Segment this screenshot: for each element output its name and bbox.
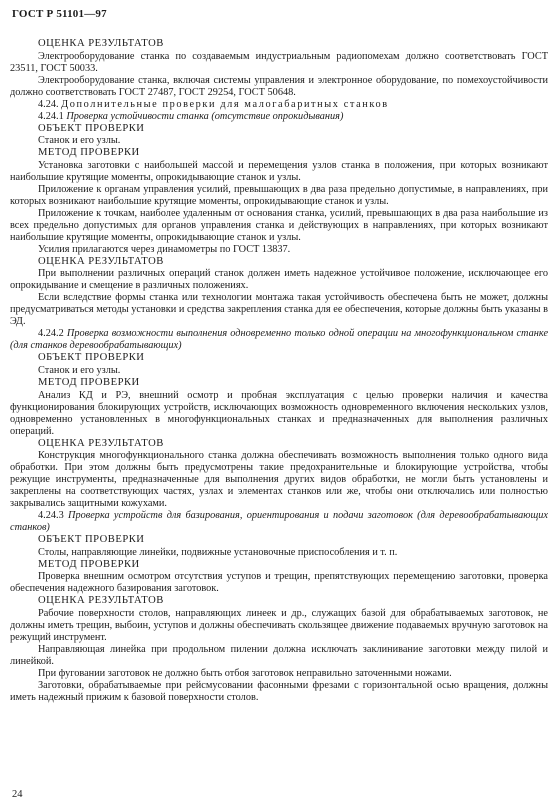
paragraph: При выполнении различных операций станок должен иметь надежное устойчивое положение, исключающее его опрокидывание и смещение в различных положениях. bbox=[10, 268, 548, 292]
section-heading: ОЦЕНКА РЕЗУЛЬТАТОВ bbox=[38, 437, 164, 449]
clause-title: Проверка возможности выполнения одновременно только одной операции на многофункциональном станке (для станков деревообрабатывающих) bbox=[10, 328, 549, 352]
clause-number: 4.24.3 bbox=[38, 510, 64, 522]
clause-title: Проверка устойчивости станка (отсутствие опрокидывания) bbox=[66, 110, 344, 122]
subclause-heading bbox=[10, 510, 548, 534]
section-heading: ОЦЕНКА РЕЗУЛЬТАТОВ bbox=[38, 255, 164, 267]
clause-number: 4.24.1 bbox=[38, 110, 64, 122]
paragraph: Приложение к органам управления усилий, превышающих в два раза предельно допустимые, в направлениях, при которых возникают наибольшие крутящие моменты, опрокидывающие станок и узлы. bbox=[10, 183, 548, 207]
page-number: 24 bbox=[12, 789, 23, 800]
paragraph: Столы, направляющие линейки, подвижные установочные приспособления и т. п. bbox=[38, 546, 398, 558]
section-heading: МЕТОД ПРОВЕРКИ bbox=[38, 147, 140, 159]
paragraph: Электрооборудование станка по создаваемым индустриальным радиопомехам должно соответствовать ГОСТ 23511, ГОСТ 50033. bbox=[10, 50, 548, 74]
paragraph: Если вследствие формы станка или технологии монтажа такая устойчивость обеспечена быть не может, должны предусматриваться методы установки и средства закрепления станка для ее обеспечения, которые должны быть указаны в ЭД. bbox=[10, 292, 548, 328]
standard-header: ГОСТ Р 51101—97 bbox=[12, 8, 107, 20]
clause-title: Проверка устройств для базирования, ориентирования и подачи заготовок (для деревообрабатывающих станков) bbox=[10, 510, 548, 534]
clause-number: 4.24.2 bbox=[38, 328, 64, 340]
paragraph: Заготовки, обрабатываемые при рейсмусовании фасонными фрезами с горизонтальной осью вращения, должны иметь надежный прижим к базовой поверхности столов. bbox=[10, 679, 548, 703]
section-heading: ОЦЕНКА РЕЗУЛЬТАТОВ bbox=[38, 595, 164, 607]
paragraph: Направляющая линейка при продольном пилении должна исключать заклинивание заготовки между пилой и линейкой. bbox=[10, 643, 548, 667]
section-heading: ОБЪЕКТ ПРОВЕРКИ bbox=[38, 534, 145, 546]
section-heading: ОЦЕНКА РЕЗУЛЬТАТОВ bbox=[38, 38, 164, 49]
clause-number: 4.24. bbox=[38, 98, 59, 110]
paragraph: При фуговании заготовок не должно быть отбоя заготовок неправильно заточенными ножами. bbox=[38, 667, 452, 679]
paragraph: Приложение к точкам, наиболее удаленным от основания станка, усилий, превышающих в два раза наибольшие из всех предельно допустимых для органов управления станка и действующих в направлениях, при которых возникают наибольшие крутящие моменты, опрокидывающие станок и узлы. bbox=[10, 207, 548, 243]
paragraph: Станок и его узлы. bbox=[38, 364, 121, 376]
section-heading: ОБЪЕКТ ПРОВЕРКИ bbox=[38, 122, 145, 134]
subclause-heading bbox=[10, 328, 548, 352]
paragraph: Электрооборудование станка, включая системы управления и электронное оборудование, по помехоустойчивости должно соответствовать ГОСТ 27487, ГОСТ 29254, ГОСТ 50648. bbox=[10, 74, 548, 98]
paragraph: Станок и его узлы. bbox=[38, 135, 121, 147]
paragraph: Установка заготовки с наибольшей массой и перемещения узлов станка в положения, при которых возникают наибольшие крутящие моменты, опрокидывающие станок и узлы. bbox=[10, 159, 548, 183]
clause-title: Дополнительные проверки для малогабаритных станков bbox=[61, 98, 389, 110]
paragraph: Рабочие поверхности столов, направляющих линеек и др., служащих базой для обрабатываемых заготовок, не должны иметь трещин, выбоин, уступов и должны обеспечивать скользящее движение подаваемых вручную заготовок на режущий инструмент. bbox=[10, 607, 548, 643]
clause-heading bbox=[10, 99, 548, 111]
document-body bbox=[10, 38, 548, 704]
paragraph: Конструкция многофункционального станка должна обеспечивать возможность выполнения только одного вида обработки. При этом должны быть предусмотрены такие предохранительные и блокирующие устройства, чтобы режущие инструменты, предназначенные для выполнения других видов обработки, не могли быть установлены и закреплены на соответствующих частях, узлах и элементах станков или же, чтобы они отключались или полностью закрывались защитными кожухами. bbox=[10, 450, 548, 510]
section-heading: МЕТОД ПРОВЕРКИ bbox=[38, 558, 140, 570]
paragraph: Усилия прилагаются через динамометры по ГОСТ 13837. bbox=[38, 243, 291, 255]
section-heading: МЕТОД ПРОВЕРКИ bbox=[38, 376, 140, 388]
paragraph: Анализ КД и РЭ, внешний осмотр и пробная эксплуатация с целью проверки наличия и качества функционирования блокирующих устройств, исключающих возможность одновременного включения нескольких узлов, одновременно установленных в многофункциональных станках и предназначенных для выполнения различных операций. bbox=[10, 389, 548, 437]
section-heading: ОБЪЕКТ ПРОВЕРКИ bbox=[38, 352, 145, 364]
paragraph: Проверка внешним осмотром отсутствия уступов и трещин, препятствующих перемещению заготовки, проверка обеспечения надежного базирования заготовок. bbox=[10, 571, 548, 595]
subclause-heading bbox=[10, 111, 548, 123]
